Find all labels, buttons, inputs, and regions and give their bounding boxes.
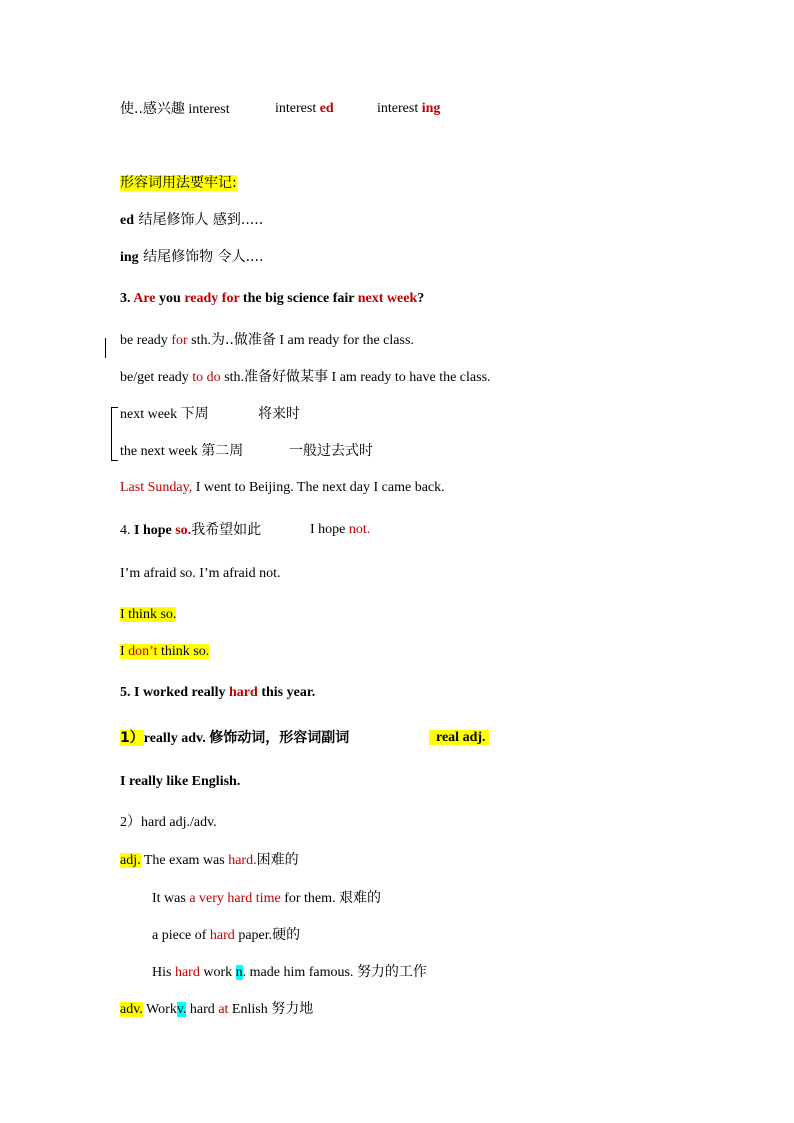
highlighted-heading: 形容词用法要牢记:	[120, 175, 237, 191]
hard-adv-example	[120, 999, 313, 1020]
word: don’t	[128, 644, 158, 659]
highlighted-phrase: I think so.	[120, 607, 177, 622]
word: interest	[184, 102, 230, 117]
word: next week	[357, 291, 418, 306]
highlighted-label: adj.	[120, 853, 141, 868]
chinese-gloss: 准备好做某事	[244, 369, 329, 385]
verb-marker: v.	[176, 1002, 187, 1017]
item-number: 4.	[120, 523, 134, 538]
word: to do	[192, 370, 221, 385]
chinese-gloss: 努力的工作	[356, 964, 427, 980]
i-think-so	[120, 605, 176, 625]
ed-rule	[120, 210, 263, 231]
sentence-4	[120, 520, 261, 541]
example: a piece of	[152, 928, 210, 943]
phrase: Last Sunday,	[120, 480, 193, 495]
suffix-ed: ed	[120, 213, 134, 228]
phrase: be ready	[120, 333, 172, 348]
word: for	[171, 333, 188, 348]
brace-mark	[111, 407, 118, 461]
really-example	[120, 772, 240, 792]
sentence-3	[120, 289, 424, 309]
noun-marker: n	[235, 965, 243, 980]
word: interest	[377, 101, 422, 116]
word: hard	[174, 965, 200, 980]
phrase: the next week	[120, 444, 202, 459]
hard-adj-example-2	[152, 888, 381, 909]
brace-mark	[105, 338, 112, 358]
chinese-gloss: 我希望如此	[191, 522, 262, 538]
phrase: be/get ready	[120, 370, 193, 385]
example: hard	[186, 1002, 219, 1017]
future-tense-note	[258, 404, 300, 424]
i-dont-think-so	[120, 642, 209, 662]
word: Are	[133, 291, 156, 306]
example: . made him famous.	[242, 965, 357, 980]
line-interest-forms	[120, 99, 230, 120]
i-hope-not	[310, 520, 370, 540]
suffix-ed: ed	[319, 101, 334, 116]
word: sth.	[220, 370, 245, 385]
hard-adj-example-4	[152, 962, 427, 983]
example: I really like English.	[120, 774, 241, 789]
word: ready	[184, 291, 219, 306]
example: work	[199, 965, 236, 980]
real-adj	[429, 728, 489, 748]
example: His	[152, 965, 175, 980]
adjective-rule-heading	[120, 173, 237, 194]
word: sth.	[187, 333, 211, 348]
word: hard	[229, 685, 258, 700]
afraid-line	[120, 564, 281, 584]
be-ready-to-do	[120, 367, 491, 388]
chinese-gloss: 下周	[180, 406, 209, 422]
suffix-ing: ing	[421, 101, 441, 116]
word: I	[120, 644, 129, 659]
word: think so.	[157, 644, 210, 659]
line-interesting	[377, 99, 440, 119]
word: for	[221, 291, 240, 306]
rule-text: 结尾修饰人 感到.....	[134, 212, 264, 228]
phrase: I hope	[310, 522, 349, 537]
word: hard	[209, 928, 235, 943]
ing-rule	[120, 247, 263, 268]
phrase: a very hard time	[189, 891, 281, 906]
word: so.	[175, 523, 192, 538]
phrase: I hope	[134, 523, 176, 538]
hard-heading	[120, 813, 217, 833]
example: Enlish	[228, 1002, 272, 1017]
word: really adv.	[143, 731, 210, 746]
item-number: 1）	[120, 730, 144, 746]
chinese-gloss: 困难的	[256, 852, 299, 868]
chinese-gloss: 使..感兴趣	[120, 101, 185, 117]
highlighted-label: adv.	[120, 1002, 143, 1017]
word: the big science fair	[239, 291, 358, 306]
example: The exam was	[140, 853, 229, 868]
chinese-gloss: 艰难的	[339, 890, 382, 906]
example: I’m afraid so. I’m afraid not.	[120, 566, 281, 581]
note: 一般过去式时	[289, 443, 373, 459]
note: 将来时	[258, 406, 300, 422]
the-next-week	[120, 441, 243, 462]
punct: ?	[417, 291, 425, 306]
suffix-ing: ing	[120, 250, 139, 265]
past-tense-note	[289, 441, 373, 461]
phrase: next week	[120, 407, 181, 422]
chinese-gloss: 为..做准备	[210, 332, 276, 348]
example: It was	[152, 891, 190, 906]
hard-adj-example-1	[120, 850, 299, 871]
hard-adj-example-3	[152, 925, 300, 946]
phrase: this year.	[257, 685, 316, 700]
word: not.	[348, 522, 371, 537]
line-interested	[275, 99, 334, 119]
phrase: 5. I worked really	[120, 685, 230, 700]
example: I am ready for the class.	[275, 333, 414, 348]
word: you	[155, 291, 185, 306]
example: I went to Beijing. The next day I came back.	[192, 480, 445, 495]
example: for them.	[280, 891, 340, 906]
next-week	[120, 404, 209, 425]
rule-text: 结尾修饰物 令人....	[138, 249, 264, 265]
example: Work	[142, 1002, 177, 1017]
be-ready-for	[120, 330, 414, 351]
chinese-gloss: 硬的	[272, 927, 301, 943]
chinese-gloss: 努力地	[271, 1001, 314, 1017]
word: interest	[275, 101, 320, 116]
word: at	[218, 1002, 229, 1017]
really-definition	[120, 728, 349, 749]
word: hard.	[228, 853, 257, 868]
item-number: 3.	[120, 291, 134, 306]
chinese-gloss: 修饰动词，形容词副词	[209, 730, 350, 746]
example: I am ready to have the class.	[328, 370, 491, 385]
highlighted-phrase: real adj.	[429, 730, 489, 745]
highlighted-phrase	[120, 644, 209, 659]
subheading: 2）hard adj./adv.	[120, 815, 217, 830]
example-last-sunday	[120, 478, 445, 498]
example: paper.	[234, 928, 273, 943]
chinese-gloss: 第二周	[201, 443, 244, 459]
sentence-5	[120, 683, 315, 703]
